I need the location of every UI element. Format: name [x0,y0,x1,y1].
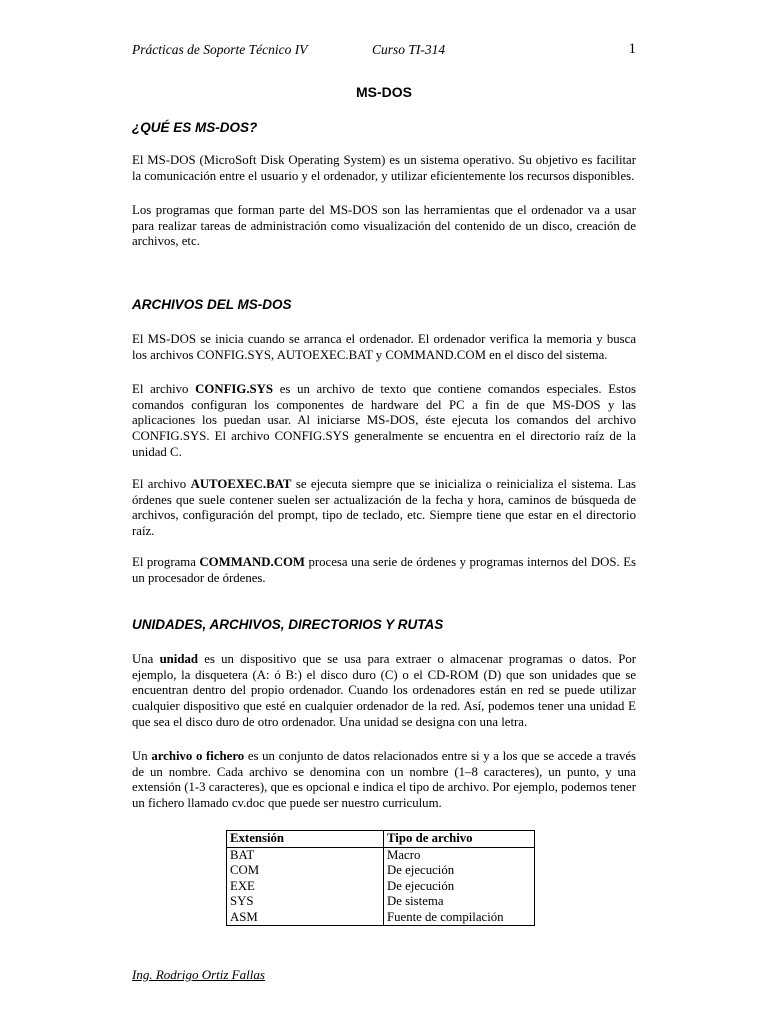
paragraph-command-com: El programa COMMAND.COM procesa una serie de órdenes y programas internos del DOS. Es un procesador de órdenes. [132,555,636,585]
cell-tipo: De ejecución [384,863,535,879]
column-header-tipo: Tipo de archivo [384,831,535,848]
table-row [227,894,535,910]
column-header-extension: Extensión [227,831,384,848]
paragraph-config-sys: El archivo CONFIG.SYS es un archivo de texto que contiene comandos especiales. Estos comandos configuran los componentes de hardware del PC a fin de que MS-DOS y las aplicaciones los puedan usar. Al iniciarse MS-DOS, éste ejecuta los comandos del archivo CONFIG.SYS. El archivo CONFIG.SYS generalmente se encuentra en el directorio raíz de la unidad C. [132,382,636,459]
paragraph-archivo: Un archivo o fichero es un conjunto de datos relacionados entre si y a los que se accede a través de un nombre. Cada archivo se denomina con un nombre (1–8 caracteres), un punto, y una extensión (1-3 caracteres), que es opcional e indica el tipo de archivo. Por ejemplo, podemos tener un fichero llamado cv.doc que puede ser nuestro curriculum. [132,749,637,811]
table-row [227,863,535,879]
author-footer: Ing. Rodrigo Ortiz Fallas [132,967,265,982]
cell-extension: COM [227,863,384,879]
term-config-sys: CONFIG.SYS [195,382,274,396]
term-unidad: unidad [159,652,198,666]
table-header-row [227,831,535,848]
paragraph-unidad: Una unidad es un dispositivo que se usa para extraer o almacenar programas o datos. Por ejemplo, la disquetera (A: ó B:) el disco duro (C) o el CD-ROM (D) que son unidades que se encuentran dentro del propio ordenador. Cuando los ordenadores están en red se puede utilizar cualquier dispositivo que esté en cualquier ordenador de la red. Así, podemos tener una unidad E que sea el disco duro de otro ordenador. Una unidad se designa con una letra. [132,652,636,729]
term-command-com: COMMAND.COM [199,555,305,569]
cell-extension: EXE [227,879,384,895]
cell-extension: BAT [227,847,384,863]
cell-tipo: Fuente de compilación [384,910,535,926]
heading-que-es: ¿QUÉ ES MS-DOS? [132,120,258,135]
term-autoexec-bat: AUTOEXEC.BAT [190,477,292,491]
paragraph-archivos-1: El MS-DOS se inicia cuando se arranca el ordenador. El ordenador verifica la memoria y busca los archivos CONFIG.SYS, AUTOEXEC.BAT y COMMAND.COM en el disco del sistema. [132,332,636,362]
header-course-code: Curso TI-314 [372,42,446,57]
table-row [227,847,535,863]
paragraph-que-es-1: El MS-DOS (MicroSoft Disk Operating System) es un sistema operativo. Su objetivo es facilitar la comunicación entre el usuario y el ordenador, y utilizar eficientemente los recursos disponibles. [132,153,636,183]
paragraph-que-es-2: Los programas que forman parte del MS-DOS son las herramientas que el ordenador va a usar para realizar tareas de administración como visualización del contenido de un disco, creación de archivos, etc. [132,203,636,249]
heading-archivos: ARCHIVOS DEL MS-DOS [132,297,292,312]
cell-tipo: Macro [384,847,535,863]
term-archivo: archivo o fichero [151,749,245,763]
page-header [132,42,636,62]
header-course-name: Prácticas de Soporte Técnico IV [132,42,308,57]
cell-tipo: De sistema [384,894,535,910]
cell-extension: SYS [227,894,384,910]
cell-tipo: De ejecución [384,879,535,895]
heading-unidades: UNIDADES, ARCHIVOS, DIRECTORIOS Y RUTAS [132,617,444,632]
table-row [227,879,535,895]
table-row [227,910,535,926]
page-number: 1 [628,41,636,57]
cell-extension: ASM [227,910,384,926]
extension-table [226,830,535,926]
document-title: MS-DOS [356,84,412,100]
paragraph-autoexec-bat: El archivo AUTOEXEC.BAT se ejecuta siempre que se inicializa o reinicializa el sistema. Las órdenes que suele contener suelen ser actualización de la fecha y hora, caminos de búsqueda de archivos, configuración del prompt, tipo de teclado, etc. Siempre tiene que estar en el directorio raíz. [132,477,636,539]
